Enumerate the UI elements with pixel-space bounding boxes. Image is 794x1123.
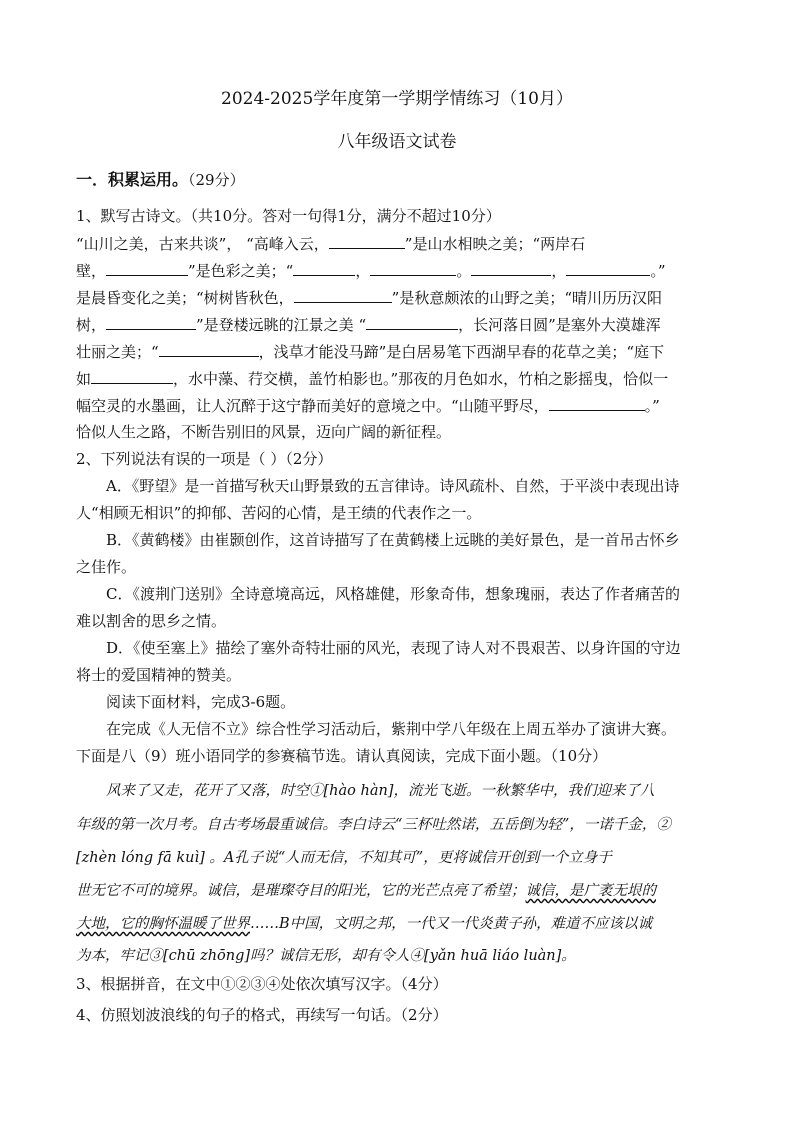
blank-1[interactable] [329,233,405,249]
wavy-underlined-sentence: 诚信，是广袤无垠的 [525,883,656,899]
blank-12[interactable] [549,395,645,411]
text: ，水中藻、荇交横，盖竹柏影也。”那夜的月色如水，竹柏之影摇曳，恰似一 [173,370,669,388]
blank-9[interactable] [366,314,458,330]
speech-line-4 [76,881,656,901]
text: 。” [650,262,666,280]
q1-line-3 [76,287,662,308]
text: ”是登楼远眺的江景之美 “ [196,316,367,334]
speech-line-6: 为本，牢记③[chū zhōng]吗？诚信无形，却有令人④[yǎn huā liáo luàn]。 [76,948,576,964]
blank-5[interactable] [471,260,551,276]
q2-option-d: D．《使至塞上》描绘了塞外奇特壮丽的风光，表现了诗人对不畏艰苦、以身许国的守边 [106,639,681,657]
blank-11[interactable] [91,368,173,384]
q4-stem: 4、仿照划波浪线的句子的格式，再续写一句话。（2分） [76,1006,448,1024]
q2-option-c: C．《渡荆门送别》全诗意境高远，风格雄健，形象奇伟，想象瑰丽，表达了作者痛苦的 [106,585,680,603]
reading-intro: 阅读下面材料，完成3-6题。 [106,693,296,711]
blank-4[interactable] [370,260,456,276]
blank-7[interactable] [294,287,392,303]
q1-line-2 [76,260,666,281]
blank-8[interactable] [106,314,196,330]
q3-stem: 3、根据拼音，在文中①②③④处依次填写汉字。（4分） [76,975,448,993]
q2-option-b: B．《黄鹤楼》由崔颢创作，这首诗描写了在黄鹤楼上远眺的美好景色，是一首吊古怀乡 [106,531,680,549]
blank-3[interactable] [293,260,355,276]
reading-para-2: 下面是八（9）班小语同学的参赛稿节选。请认真阅读，完成下面小题。（10分） [76,747,608,765]
blank-10[interactable] [159,341,259,357]
section-score: （29分） [188,171,245,189]
q2-option-d-cont: 将士的爱国精神的赞美。 [76,666,242,684]
text: ”是山水相映之美；“两岸石 [404,235,586,253]
q1-line-1 [76,233,585,254]
speech-line-1: 风来了又走，花开了又落，时空①[hào hàn]，流光飞逝。一秋繁华中，我们迎来了八 [106,783,655,799]
q2-stem: 2、下列说法有误的一项是（ ）（2分） [76,450,333,468]
section-heading [76,170,245,190]
speech-line-3: [zhèn lóng fā kuì] 。A孔子说“人而无信，不知其可”，更将诚信开创到一个立身于 [76,850,612,866]
text: ，浅草才能没马蹄”是白居易笔下西湖早春的花草之美；“庭下 [258,343,665,361]
q2-option-a: A．《野望》是一首描写秋天山野景致的五言律诗。诗风疏朴、自然，于平淡中表现出诗 [106,477,680,495]
q1-line-5 [76,341,664,362]
text: 是晨昏变化之美；“树树皆秋色， [76,289,294,307]
q1-stem: 1、默写古诗文。（共10分。答对一句得1分，满分不超过10分） [76,207,501,225]
text: 壁， [76,262,107,280]
reading-para-1: 在完成《人无信不立》综合性学习活动后，紫荆中学八年级在上周五举办了演讲大赛。 [106,720,677,738]
q1-line-8: 恰似人生之路，不断告别旧的风景，迈向广阔的新征程。 [76,423,452,441]
q1-line-7 [76,395,660,416]
text: ”是秋意颇浓的山野之美；“晴川历历汉阳 [391,289,663,307]
text: 世无它不可的境界。诚信，是璀璨夺目的阳光，它的光芒点亮了希望； [76,883,526,899]
text: ”是色彩之美；“ [188,262,294,280]
q1-line-4 [76,314,661,335]
text: ， [355,262,371,280]
q2-option-a-cont: 人“相顾无相识”的抑郁、苦闷的心情，是王绩的代表作之一。 [76,504,482,522]
text: ， [551,262,567,280]
exam-subtitle: 八年级语文试卷 [337,132,457,152]
text: 。 [456,262,472,280]
text: 壮丽之美；“ [76,343,159,361]
q1-line-6 [76,368,668,389]
exam-title: 2024-2025学年度第一学期学情练习（10月） [221,89,573,109]
text: ，长河落日圆”是塞外大漠雄浑 [458,316,661,334]
wavy-underlined-sentence-cont: 大地，它的胸怀温暖了世界 [76,916,250,932]
section-title: 一．积累运用。 [76,170,189,189]
q2-option-b-cont: 之佳作。 [76,558,137,576]
blank-6[interactable] [566,260,650,276]
text: 如 [76,370,92,388]
text: 树， [76,316,107,334]
text: 幅空灵的水墨画，让人沉醉于这宁静而美好的意境之中。“山随平野尽， [76,397,549,415]
blank-2[interactable] [106,260,188,276]
text: “山川之美，古来共谈”， “高峰入云， [76,235,329,253]
q2-option-c-cont: 难以割舍的思乡之情。 [76,612,227,630]
text: 。” [644,397,660,415]
speech-line-5 [76,914,652,934]
speech-line-2: 年级的第一次月考。自古考场最重诚信。李白诗云“三杯吐然诺，五岳倒为轻”，一诺千金，② [76,817,671,833]
text: ……B中国，文明之邦，一代又一代炎黄子孙，难道不应该以诚 [250,916,653,932]
